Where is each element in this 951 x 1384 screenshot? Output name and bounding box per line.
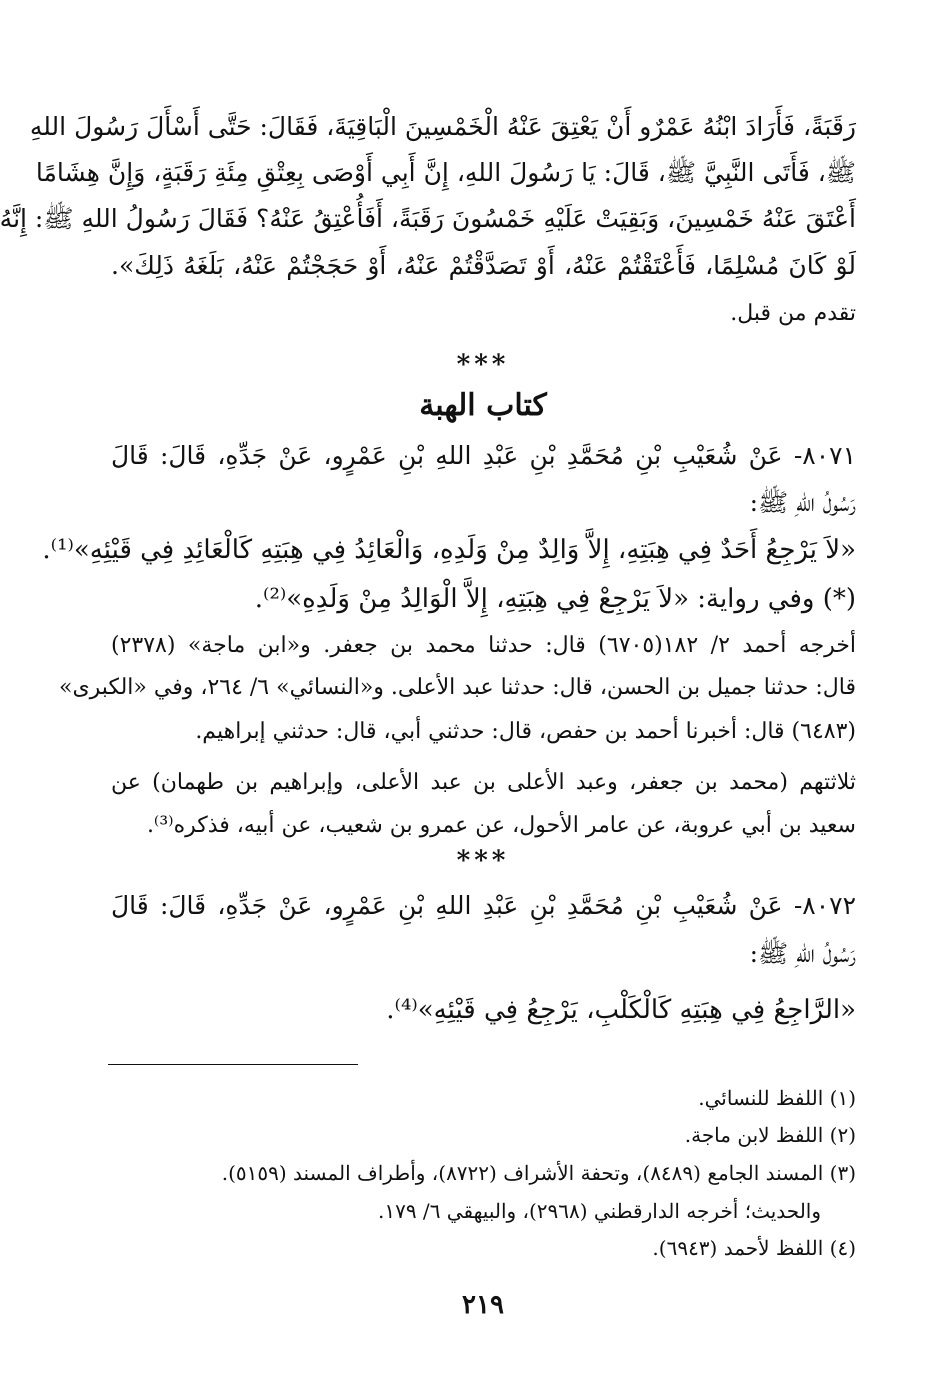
footnote-divider (108, 1064, 358, 1065)
hadith-8071-matn: «لاَ يَرْجِعُ أَحَدٌ فِي هِبَتِهِ، إِلاَّ وَالِدٌ مِنْ وَلَدِهِ، وَالْعَائِدُ فِي هِبَتِهِ كَالْعَائِدِ فِي قَيْئِهِ»⁽¹⁾. (42, 535, 856, 565)
hadith-8072-line: رَسُولُ اللهِ ﷺ: (749, 939, 856, 968)
text-line: رَقَبَةً، فَأَرَادَ ابْنُهُ عَمْرٌو أَنْ يَعْتِقَ عَنْهُ الْخَمْسِينَ الْبَاقِيَةَ، فَقَالَ: حَتَّى أَسْأَلَ رَسُولَ اللهِ (29, 112, 856, 141)
takhrij-line: قال: حدثنا جميل بن الحسن، قال: حدثنا عبد الأعلى. و«النسائي» ٦/ ٢٦٤، وفي «الكبرى» (58, 675, 856, 700)
hadith-8072-line: ٨٠٧٢- عَنْ شُعَيْبِ بْنِ مُحَمَّدِ بْنِ عَبْدِ اللهِ بْنِ عَمْرٍو، عَنْ جَدِّهِ، قَالَ: قَالَ (111, 891, 856, 920)
hadith-8071-line: ٨٠٧١- عَنْ شُعَيْبِ بْنِ مُحَمَّدِ بْنِ عَبْدِ اللهِ بْنِ عَمْرٍو، عَنْ جَدِّهِ، قَالَ: قَالَ (111, 441, 856, 470)
text-line: أَعْتَقَ عَنْهُ خَمْسِينَ، وَبَقِيَتْ عَلَيْهِ خَمْسُونَ رَقَبَةً، أَفَأُعْتِقُ عَنْهُ؟ فَقَالَ رَسُولُ اللهِ ﷺ: إِنَّهُ (0, 204, 856, 233)
footnote: (٣) المسند الجامع (٨٤٨٩)، وتحفة الأشراف (٨٧٢٢)، وأطراف المسند (٥١٥٩). (221, 1161, 856, 1185)
section-separator: *** (456, 350, 510, 380)
footnote: (١) اللفظ للنسائي. (698, 1086, 856, 1110)
page-number: ٢١٩ (462, 1290, 504, 1320)
hadith-8071-variant: (*) وفي رواية: «لاَ يَرْجِعْ فِي هِبَتِهِ، إِلاَّ الْوَالِدُ مِنْ وَلَدِهِ»⁽²⁾. (254, 584, 856, 614)
footnote: والحديث؛ أخرجه الدارقطني (٢٩٦٨)، والبيهقي ٦/ ١٧٩. (377, 1199, 821, 1223)
takhrij-line: ثلاثتهم (محمد بن جعفر، وعبد الأعلى بن عبد الأعلى، وإبراهيم بن طهمان) عن (111, 770, 856, 795)
text-line: لَوْ كَانَ مُسْلِمًا، فَأَعْتَقْتُمْ عَنْهُ، أَوْ تَصَدَّقْتُمْ عَنْهُ، أَوْ حَجَجْتُمْ عَنْهُ، بَلَغَهُ ذَلِكَ». (111, 251, 856, 280)
takhrij-line: أخرجه أحمد ٢/ ١٨٢(٦٧٠٥) قال: حدثنا محمد بن جعفر. و«ابن ماجة» (٢٣٧٨) (111, 633, 857, 658)
footnote: (٤) اللفظ لأحمد (٦٩٤٣). (652, 1236, 856, 1260)
takhrij-line: سعيد بن أبي عروبة، عن عامر الأحول، عن عمرو بن شعيب، عن أبيه، فذكره⁽³⁾. (146, 813, 856, 838)
cross-reference-note: تقدم من قبل. (730, 301, 856, 326)
hadith-8072-matn: «الرَّاجِعُ فِي هِبَتِهِ كَالْكَلْبِ، يَرْجِعُ فِي قَيْئِهِ»⁽⁴⁾. (386, 995, 856, 1025)
text-line: ﷺ، فَأَتَى النَّبِيَّ ﷺ، قَالَ: يَا رَسُولَ اللهِ، إِنَّ أَبِي أَوْصَى بِعِتْقِ مِئَةِ رَقَبَةٍ، وَإِنَّ هِشَامًا (35, 158, 856, 187)
takhrij-line: (٦٤٨٣) قال: أخبرنا أحمد بن حفص، قال: حدثني أبي، قال: حدثني إبراهيم. (195, 719, 856, 744)
chapter-title: كتاب الهبة (419, 388, 547, 423)
section-separator: *** (456, 846, 510, 876)
hadith-8071-line: رَسُولُ اللهِ ﷺ: (749, 488, 856, 517)
footnote: (٢) اللفظ لابن ماجة. (684, 1123, 856, 1147)
